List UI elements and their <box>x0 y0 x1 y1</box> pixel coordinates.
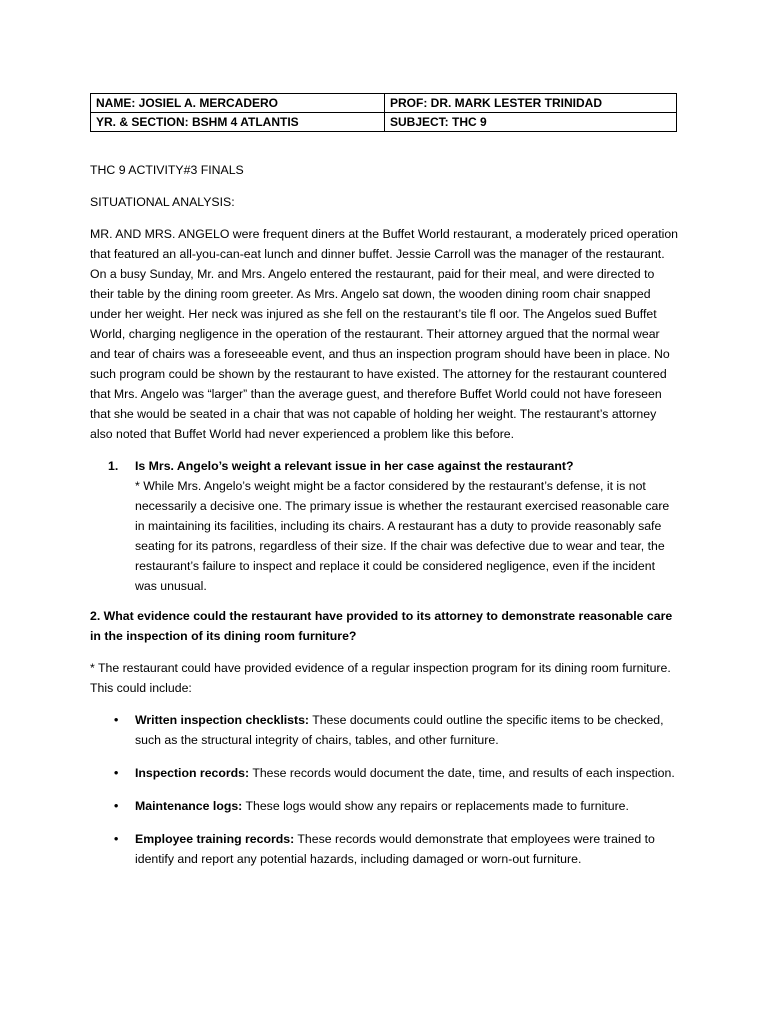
list-item <box>90 829 680 869</box>
list-item-label: Maintenance logs: <box>135 799 243 813</box>
list-item-label: Employee training records: <box>135 832 295 846</box>
question-1-answer: * While Mrs. Angelo’s weight might be a factor considered by the restaurant’s defense, it is not necessarily a decisive one. The primary issue is whether the restaurant exercised reasonable care in maintaining its facilities, including its chairs. A restaurant has a duty to provide reasonably safe seating for its patrons, regardless of their size. If the chair was defective due to wear and tear, the restaurant’s failure to inspect and replace it could be considered negligence, even if the incident was unusual. <box>135 479 670 593</box>
list-item-text: These records would demonstrate that employees were trained to identify and report any potential hazards, including damaged or worn-out furniture. <box>135 832 655 866</box>
section-title: SITUATIONAL ANALYSIS: <box>90 195 235 209</box>
list-item <box>90 763 680 783</box>
header-row <box>91 94 677 113</box>
document-body <box>90 160 680 882</box>
year-section: YR. & SECTION: BSHM 4 ATLANTIS <box>91 113 385 132</box>
professor-name: PROF: DR. MARK LESTER TRINIDAD <box>385 94 677 113</box>
question-1 <box>90 456 680 596</box>
list-item-text: These documents could outline the specific items to be checked, such as the structural integrity of chairs, tables, and other furniture. <box>135 713 664 747</box>
activity-title: THC 9 ACTIVITY#3 FINALS <box>90 163 244 177</box>
bullet-icon: • <box>114 832 119 846</box>
question-1-number: 1. <box>108 459 119 473</box>
bullet-icon: • <box>114 713 119 727</box>
student-name: NAME: JOSIEL A. MERCADERO <box>91 94 385 113</box>
list-item-text: These logs would show any repairs or replacements made to furniture. <box>242 799 629 813</box>
question-1-text: Is Mrs. Angelo’s weight a relevant issue in her case against the restaurant? <box>135 459 574 473</box>
subject: SUBJECT: THC 9 <box>385 113 677 132</box>
list-item <box>90 710 680 750</box>
list-item-label: Inspection records: <box>135 766 250 780</box>
list-item <box>90 796 680 816</box>
list-item-label: Written inspection checklists: <box>135 713 310 727</box>
question-2-intro: * The restaurant could have provided evidence of a regular inspection program for its dining room furniture. This could include: <box>90 661 671 695</box>
list-item-text: These records would document the date, time, and results of each inspection. <box>249 766 675 780</box>
question-2-text: 2. What evidence could the restaurant have provided to its attorney to demonstrate reasonable care in the inspection of its dining room furniture? <box>90 609 673 643</box>
evidence-list <box>90 710 680 869</box>
question-1-body <box>135 456 680 596</box>
bullet-icon: • <box>114 766 119 780</box>
header-row <box>91 113 677 132</box>
bullet-icon: • <box>114 799 119 813</box>
situation-paragraph: MR. AND MRS. ANGELO were frequent diners at the Buffet World restaurant, a moderately priced operation that featured an all-you-can-eat lunch and dinner buffet. Jessie Carroll was the manager of the restaurant. On a busy Sunday, Mr. and Mrs. Angelo entered the restaurant, paid for their meal, and were directed to their table by the dining room greeter. As Mrs. Angelo sat down, the wooden dining room chair snapped under her weight. Her neck was injured as she fell on the restaurant’s tile fl oor. The Angelos sued Buffet World, charging negligence in the operation of the restaurant. Their attorney argued that the normal wear and tear of chairs was a foreseeable event, and thus an inspection program should have been in place. No such program could be shown by the restaurant to have existed. The attorney for the restaurant countered that Mrs. Angelo was “larger” than the average guest, and therefore Buffet World could not have foreseen that she would be seated in a chair that was not capable of holding her weight. The restaurant’s attorney also noted that Buffet World had never experienced a problem like this before. <box>90 227 679 441</box>
header-table <box>90 93 677 132</box>
